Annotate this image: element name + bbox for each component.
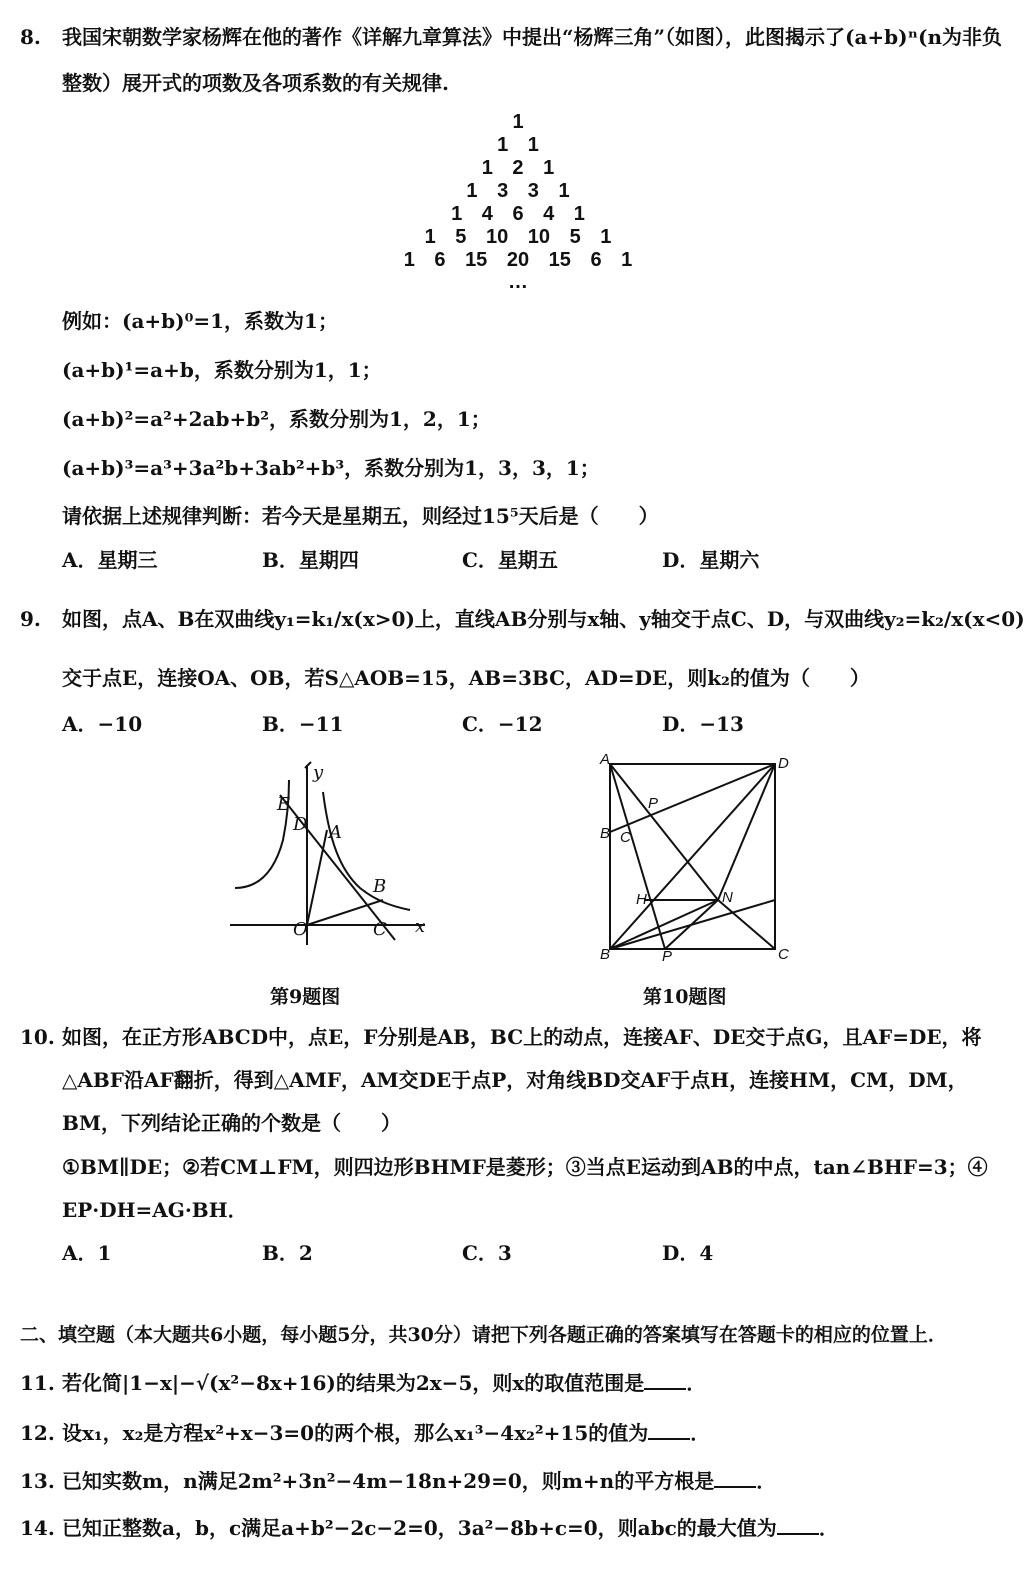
q14-end: ． xyxy=(818,1516,839,1540)
label-p-bottom: P xyxy=(662,948,673,964)
q9-option-d: D．−13 xyxy=(662,712,744,736)
q14-line xyxy=(62,1515,839,1541)
q10-text-line1: 如图，在正方形ABCD中，点E，F分别是AB，BC上的动点，连接AF、DE交于点G，且AF=DE，将 xyxy=(62,1025,982,1049)
figure-9-caption: 第9题图 xyxy=(270,986,341,1008)
label-b-mid: B xyxy=(600,825,611,842)
figure-9-hyperbola-graph xyxy=(225,760,435,950)
q8-example-3: (a+b)³=a³+3a²b+3ab²+b³，系数分别为1，3，3，1； xyxy=(62,456,600,480)
q8-option-a: A．星期三 xyxy=(62,548,158,572)
q13-text: 已知实数m，n满足2m²+3n²−4m−18n+29=0，则m+n的平方根是 xyxy=(62,1469,715,1493)
label-h: H xyxy=(636,891,647,908)
q11-end: ． xyxy=(686,1371,707,1395)
q8-example-2: (a+b)²=a²+2ab+b²，系数分别为1，2，1； xyxy=(62,407,491,431)
label-d: D xyxy=(293,814,308,835)
label-y: y xyxy=(313,762,324,783)
label-a: A xyxy=(329,822,342,843)
label-b: B xyxy=(373,876,387,897)
q10-text-line5: EP·DH=AG·BH． xyxy=(62,1198,248,1222)
segment-cm xyxy=(718,900,775,949)
q10-text-line4: ①BM∥DE；②若CM⊥FM，则四边形BHMF是菱形；③当点E运动到AB的中点，tan∠BHF=3；④ xyxy=(62,1155,988,1179)
section-2-title: 二、填空题（本大题共6小题，每小题5分，共30分）请把下列各题正确的答案填写在答题卡的相应的位置上． xyxy=(20,1324,947,1346)
q10-number: 10. xyxy=(20,1025,55,1049)
q11-number: 11. xyxy=(20,1371,55,1395)
q8-example-1: (a+b)¹=a+b，系数分别为1，1； xyxy=(62,358,382,382)
q10-text-line2: △ABF沿AF翻折，得到△AMF，AM交DE于点P，对角线BD交AF于点H，连接HM，CM，DM， xyxy=(62,1068,968,1092)
label-p: P xyxy=(648,795,659,812)
diagonal-bd xyxy=(610,764,775,949)
answer-blank[interactable] xyxy=(644,1370,686,1390)
triangle-row: 1 5 10 10 5 1 xyxy=(424,226,612,248)
q9-text-line1: 如图，点A、B在双曲线y₁=k₁/x(x>0)上，直线AB分别与x轴、y轴交于点C、D，与双曲线y₂=k₂/x(x<0) xyxy=(62,607,1025,631)
hyperbola-y1 xyxy=(323,792,410,910)
q10-text-line3: BM，下列结论正确的个数是（ ） xyxy=(62,1111,402,1135)
label-x: x xyxy=(415,916,426,937)
q10-option-b: B．2 xyxy=(262,1241,313,1265)
q12-text: 设x₁，x₂是方程x²+x−3=0的两个根，那么x₁³−4x₂²+15的值为 xyxy=(62,1421,649,1445)
label-a: A xyxy=(600,752,611,768)
label-c: C xyxy=(778,946,789,963)
q8-text-line1: 我国宋朝数学家杨辉在他的著作《详解九章算法》中提出“杨辉三角”（如图），此图揭示了(a+b)ⁿ(n为非负 xyxy=(62,25,1003,49)
figure-10-square-diagram xyxy=(590,752,800,964)
triangle-row: 1 1 xyxy=(497,134,539,156)
segment-oa xyxy=(307,830,327,925)
q9-number: 9. xyxy=(20,607,41,631)
q11-text: 若化简|1−x|−√(x²−8x+16)的结果为2x−5，则x的取值范围是 xyxy=(62,1371,645,1395)
q8-option-b: B．星期四 xyxy=(262,548,359,572)
segment-af xyxy=(610,764,665,949)
q14-number: 14. xyxy=(20,1516,55,1540)
label-c-mid: C xyxy=(620,829,631,846)
triangle-row: 1 3 3 1 xyxy=(466,180,570,202)
q13-end: ． xyxy=(756,1469,777,1493)
triangle-row: 1 4 6 4 1 xyxy=(451,203,585,225)
triangle-row: 1 6 15 20 15 6 1 xyxy=(403,249,633,271)
figure-10-caption: 第10题图 xyxy=(643,986,727,1008)
answer-blank[interactable] xyxy=(648,1420,690,1440)
segment-ob xyxy=(307,900,383,925)
answer-blank[interactable] xyxy=(777,1515,819,1535)
q9-text-line2: 交于点E，连接OA、OB，若S△AOB=15，AB=3BC，AD=DE，则k₂的值为（ ） xyxy=(62,666,870,690)
q8-number: 8. xyxy=(20,25,41,49)
label-d: D xyxy=(778,755,789,772)
q8-question: 请依据上述规律判断：若今天是星期五，则经过15⁵天后是（ ） xyxy=(62,504,659,528)
q13-line xyxy=(62,1468,776,1494)
q9-option-b: B．−11 xyxy=(262,712,344,736)
answer-blank[interactable] xyxy=(714,1468,756,1488)
segment-bm xyxy=(610,900,718,949)
label-n: N xyxy=(722,889,733,906)
q9-option-c: C．−12 xyxy=(462,712,543,736)
label-c: C xyxy=(373,919,387,940)
q12-end: ． xyxy=(690,1421,711,1445)
triangle-row: 1 2 1 xyxy=(481,157,555,179)
q10-option-c: C．3 xyxy=(462,1241,512,1265)
q8-text-line2: 整数）展开式的项数及各项系数的有关规律. xyxy=(62,71,449,95)
q8-option-d: D．星期六 xyxy=(662,548,760,572)
q11-line xyxy=(62,1370,706,1396)
triangle-row: 1 xyxy=(512,111,524,133)
q8-example-0: 例如：(a+b)⁰=1，系数为1； xyxy=(62,309,338,333)
q14-text: 已知正整数a，b，c满足a+b²−2c−2=0，3a²−8b+c=0，则abc的最大值为 xyxy=(62,1516,777,1540)
label-e: E xyxy=(277,794,291,815)
q12-line xyxy=(62,1420,710,1446)
q10-option-d: D．4 xyxy=(662,1241,714,1265)
label-o: O xyxy=(293,919,308,940)
q8-option-c: C．星期五 xyxy=(462,548,558,572)
q12-number: 12. xyxy=(20,1421,55,1445)
label-b: B xyxy=(600,946,611,963)
q10-option-a: A．1 xyxy=(62,1241,112,1265)
segment-b-extra xyxy=(610,900,775,949)
q13-number: 13. xyxy=(20,1469,55,1493)
q9-option-a: A．−10 xyxy=(62,712,143,736)
triangle-row: … xyxy=(508,271,528,293)
